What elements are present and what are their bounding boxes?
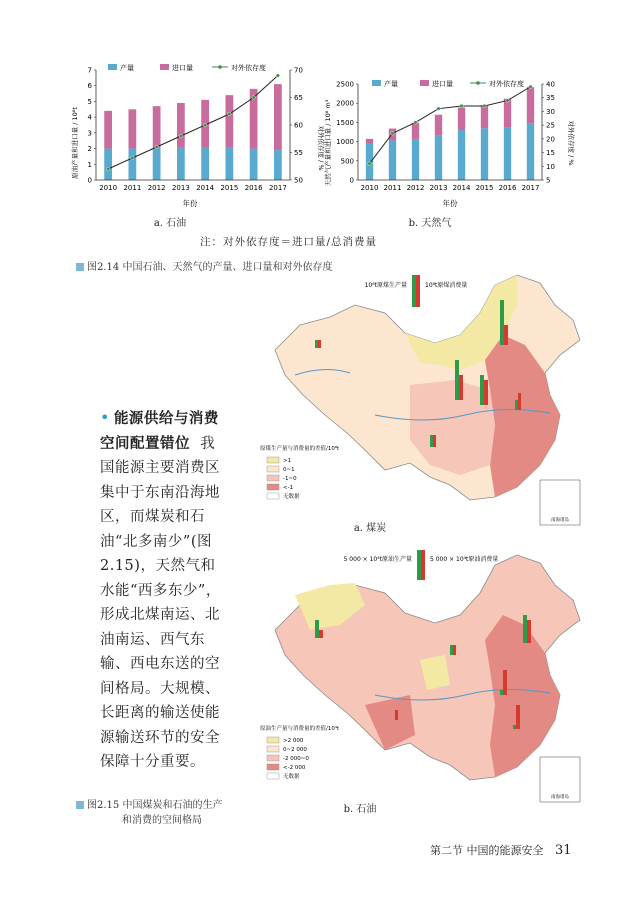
oil-scale-cons: 5 000 × 10⁴t原油消费量	[430, 556, 499, 563]
y-tick-label: 500	[340, 157, 354, 166]
legend-imp-label: 进口量	[172, 64, 193, 72]
coal-legend-items	[267, 457, 300, 500]
legend-imp-swatch	[160, 64, 169, 70]
figure-2-15-line1: 图2.15 中国煤炭和石油的生产	[87, 800, 223, 811]
legend-dep-marker	[476, 81, 480, 85]
y2-tick-label: 5	[546, 176, 551, 185]
dependence-point	[252, 96, 256, 100]
legend-dep-label: 对外依存度	[231, 64, 266, 72]
section-text	[100, 406, 228, 775]
figure-2-15-caption	[76, 798, 222, 828]
y-tick-label: 1500	[336, 118, 354, 127]
legend-item-label: <-1	[283, 485, 294, 491]
dependence-point	[131, 156, 135, 160]
y-tick-label: 5	[87, 97, 92, 106]
bar-import	[225, 95, 233, 147]
oil-inset-label: 南海诸岛	[551, 795, 569, 800]
bar-production	[153, 147, 161, 180]
x-tick-label: 2012	[406, 184, 425, 192]
oil-map-caption: b. 石油	[343, 804, 377, 815]
y2-tick-label: 65	[294, 94, 303, 102]
dependence-point	[368, 162, 372, 166]
dependence-point	[483, 104, 487, 108]
bar-import	[104, 111, 112, 149]
legend-item-label: -2 000~0	[283, 756, 309, 762]
page-number: 31	[555, 843, 572, 858]
oil-legend	[260, 724, 340, 780]
oil-scale-prod: 5 000 × 10⁴t原油生产量	[343, 556, 412, 563]
legend-item-label: -1~0	[283, 476, 297, 482]
x-tick-label: 2014	[196, 184, 215, 192]
y-tick-label: 2000	[336, 99, 354, 108]
bar-import	[128, 109, 136, 148]
oil-chart-caption: a. 石油	[153, 218, 187, 229]
oil-y-axis-ticks	[88, 67, 96, 185]
dependence-point	[460, 104, 464, 108]
x-tick-label: 2013	[429, 184, 448, 192]
bar-import	[274, 84, 282, 150]
legend-prod-label: 产量	[384, 80, 398, 88]
oil-chart	[68, 58, 324, 208]
legend-swatch	[267, 764, 279, 770]
legend-dep-label: 对外依存度	[489, 80, 524, 88]
legend-item-label: 0~1	[283, 467, 295, 473]
scale-bar-oil-cons	[421, 550, 425, 580]
y-tick-label: 7	[87, 66, 92, 75]
x-tick-label: 2010	[360, 184, 379, 192]
coal-map-caption: a. 煤炭	[353, 523, 387, 534]
bar-production	[527, 123, 534, 180]
caption-marker	[76, 263, 84, 271]
legend-imp-label: 进口量	[432, 80, 453, 88]
bar-production	[274, 150, 282, 180]
legend-prod-swatch	[372, 80, 381, 86]
legend-swatch	[267, 484, 279, 490]
bar-production	[504, 127, 511, 180]
x-tick-label: 2015	[475, 184, 494, 192]
legend-swatch	[267, 493, 279, 499]
x-tick-label: 2017	[521, 184, 540, 192]
x-tick-label: 2011	[383, 184, 402, 192]
legend-item-label: 0~2 000	[283, 747, 307, 753]
x-tick-label: 2014	[452, 184, 471, 192]
coal-scale-prod: 10⁸t原煤生产量	[364, 282, 407, 289]
legend-item-label: <-2 000	[283, 765, 306, 771]
y2-tick-label: 10	[546, 162, 555, 171]
dependence-point	[179, 134, 183, 138]
bar-production	[250, 149, 258, 180]
legend-item-label: 无数据	[283, 494, 300, 500]
bar-production	[435, 135, 442, 180]
legend-swatch	[267, 746, 279, 752]
legend-swatch	[267, 755, 279, 761]
legend-imp-swatch	[420, 80, 429, 86]
y-tick-label: 0	[349, 176, 354, 185]
section-heading: 能源供给与消费空间配置错位	[100, 410, 219, 452]
dependence-point	[414, 121, 418, 125]
dependence-point	[529, 85, 533, 89]
figure-2-14-text: 图2.14 中国石油、天然气的产量、进口量和对外依存度	[87, 262, 333, 273]
oil-y2-axis-ticks	[290, 67, 303, 185]
section-paragraph: 我国能源主要消费区集中于东南沿海地区，而煤炭和石油“北多南少”(图2.15)，天然气和水能“西多东少”，形成北煤南运、北油南运、西气东输、西电东送的空间格局。大规模、长距离的输送使能源输送环节的安全保障十分重要。	[100, 435, 221, 770]
dependence-point	[106, 167, 110, 171]
legend-swatch	[267, 466, 279, 472]
y2-tick-label: 40	[546, 80, 555, 89]
y-tick-label: 0	[87, 176, 92, 185]
gas-x-label: 年份	[442, 199, 458, 208]
legend-prod-swatch	[108, 64, 117, 70]
coal-legend-title: 原煤生产量与消费量的差值/10⁸t	[260, 446, 340, 452]
gas-chart	[320, 58, 576, 208]
y-tick-label: 6	[87, 82, 92, 91]
bar-production	[389, 140, 396, 180]
x-tick-label: 2012	[147, 184, 166, 192]
legend-dep-marker	[218, 65, 222, 69]
dependence-point	[506, 99, 510, 103]
coal-legend	[260, 444, 340, 500]
legend-swatch	[267, 773, 279, 779]
bar-production	[177, 147, 185, 180]
legend-item-label: >2 000	[283, 738, 304, 744]
coal-inset-label: 南海诸岛	[551, 518, 569, 523]
y2-tick-label: 35	[546, 94, 555, 103]
oil-legend-items	[267, 737, 309, 780]
caption-marker	[76, 801, 84, 809]
bar-import	[458, 107, 465, 130]
y-tick-label: 1	[87, 160, 92, 169]
oil-map	[255, 545, 600, 807]
y-tick-label: 3	[87, 129, 92, 138]
y-tick-label: 2	[87, 145, 92, 154]
x-tick-label: 2017	[268, 184, 287, 192]
coal-map	[255, 265, 600, 530]
footer-section: 第二节 中国的能源安全	[430, 844, 544, 857]
oil-x-label: 年份	[182, 199, 198, 208]
legend-swatch	[267, 457, 279, 463]
x-tick-label: 2016	[498, 184, 517, 192]
bar-import	[504, 99, 511, 128]
y-tick-label: 2500	[336, 80, 354, 89]
x-tick-label: 2011	[123, 184, 142, 192]
legend-swatch	[267, 737, 279, 743]
oil-legend-title: 原油生产量与消费量的差值/10⁴t	[260, 726, 340, 732]
bar-production	[225, 147, 233, 180]
y2-tick-label: 60	[294, 121, 303, 130]
bar-import	[412, 123, 419, 139]
bar-import	[481, 105, 488, 128]
coal-scale-cons: 10⁸t原煤消费量	[425, 282, 468, 289]
bullet-icon: •	[100, 408, 110, 427]
dependence-point	[437, 107, 441, 111]
bar-production	[412, 139, 419, 180]
legend-swatch	[267, 475, 279, 481]
y-tick-label: 4	[87, 113, 92, 122]
dependence-note: 注：对外依存度＝进口量/总消费量	[200, 236, 378, 248]
scale-bar-coal-cons	[416, 275, 420, 307]
dependence-point	[155, 145, 159, 149]
legend-prod-label: 产量	[120, 64, 134, 72]
dependence-point	[391, 132, 395, 136]
bar-production	[128, 149, 136, 180]
bar-import	[177, 103, 185, 147]
y2-tick-label: 55	[294, 149, 303, 157]
bar-import	[435, 115, 442, 135]
gas-y2-label: 对外依存度 / %	[567, 120, 575, 166]
y2-tick-label: 50	[294, 176, 303, 185]
gas-y-label: 天然气产量和进口量 / 10⁸ m³	[324, 99, 332, 187]
bar-import	[153, 106, 161, 147]
legend-item-label: 无数据	[283, 774, 300, 780]
y2-tick-label: 30	[546, 107, 555, 116]
dependence-point	[276, 74, 280, 78]
bar-production	[104, 149, 112, 180]
bar-production	[481, 128, 488, 180]
scale-bar-oil	[417, 550, 421, 580]
oil-y-label: 原油产量和进口量 / 10⁸t	[71, 107, 79, 179]
y2-tick-label: 70	[294, 66, 303, 75]
scale-bar-coal	[412, 275, 416, 307]
y-tick-label: 1000	[336, 138, 354, 147]
x-tick-label: 2013	[171, 184, 190, 192]
gas-chart-caption: b. 天然气	[408, 218, 452, 229]
bar-production	[201, 147, 209, 180]
y2-tick-label: 15	[546, 149, 555, 158]
bar-import	[527, 87, 534, 123]
y2-tick-label: 25	[546, 121, 555, 130]
page-footer	[430, 842, 572, 858]
x-tick-label: 2010	[99, 184, 118, 192]
y2-tick-label: 20	[546, 135, 555, 144]
bar-production	[458, 130, 465, 180]
bar-import	[366, 139, 373, 144]
legend-item-label: >1	[283, 458, 292, 464]
oil-y2-label: 对外依存度 / %	[317, 125, 325, 171]
figure-2-15-line2: 和消费的空间格局	[122, 815, 202, 826]
dependence-point	[203, 123, 207, 127]
x-tick-label: 2016	[244, 184, 263, 192]
x-tick-label: 2015	[220, 184, 239, 192]
dependence-point	[228, 112, 232, 116]
